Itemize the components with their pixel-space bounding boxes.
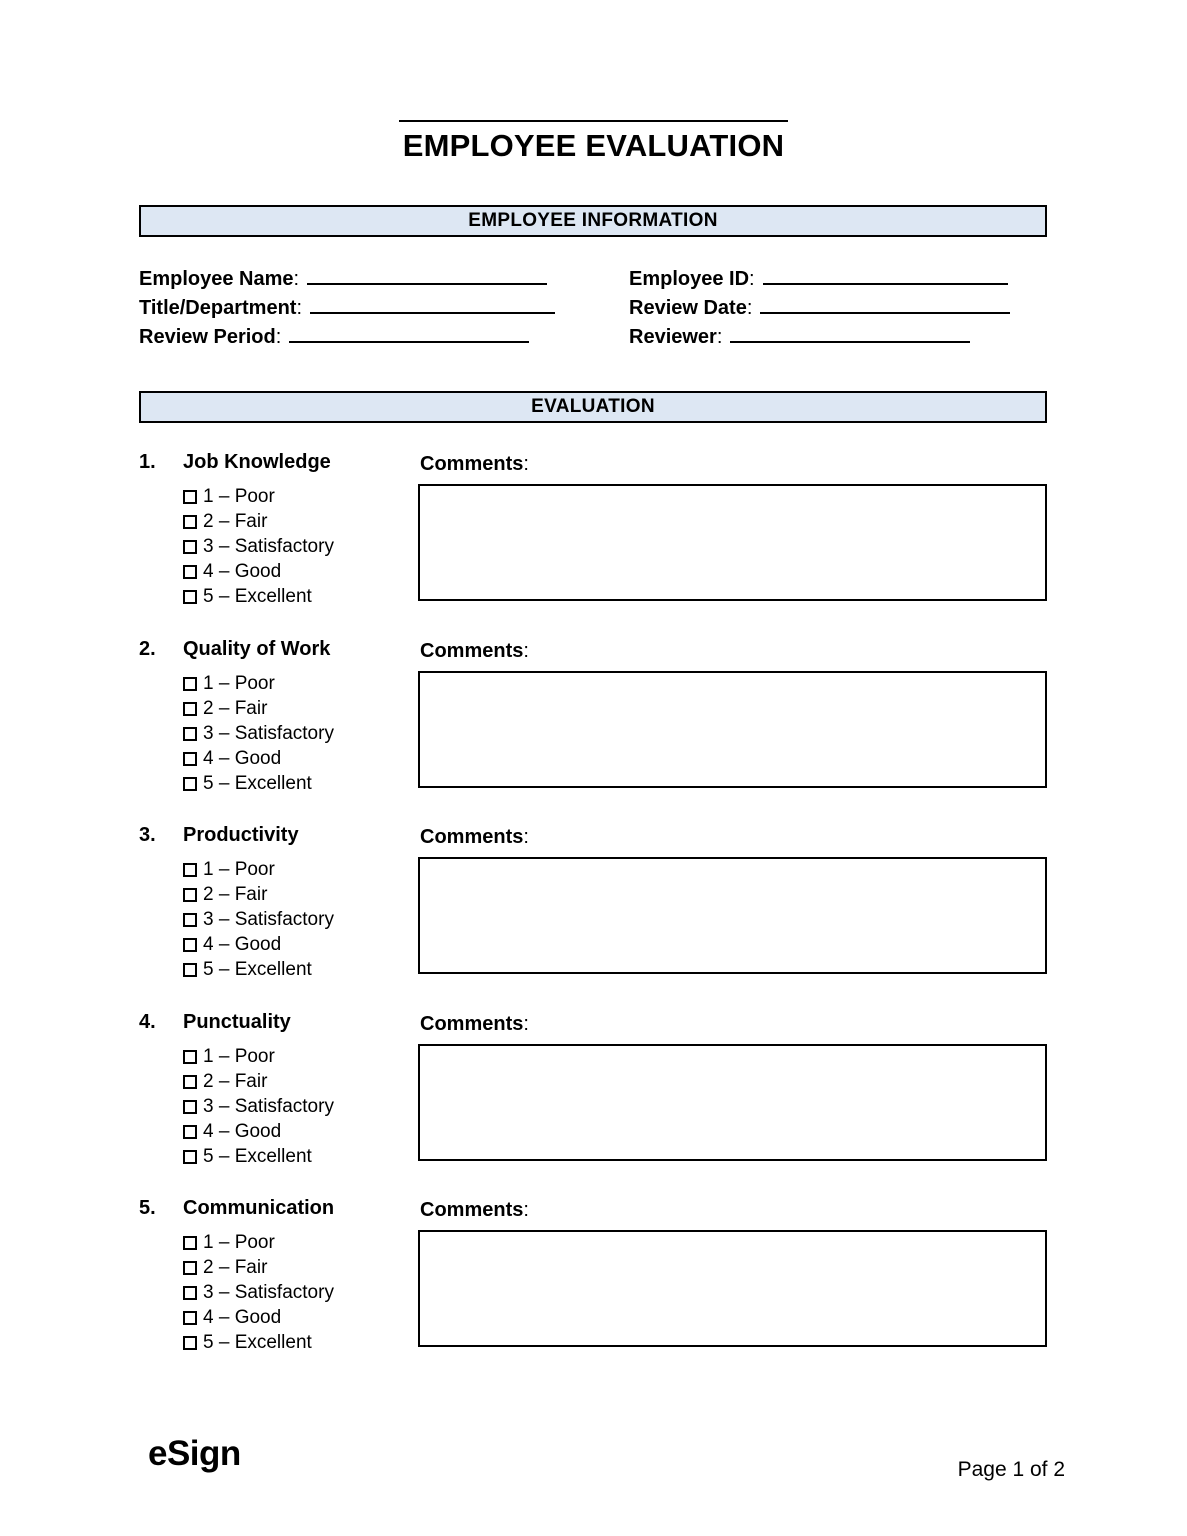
page-indicator: Page 1 of 2 [957, 1458, 1065, 1481]
esign-logo: eSign [148, 1434, 241, 1473]
rating-label: 3 – Satisfactory [203, 535, 334, 557]
comments-label-text: Comments [420, 826, 524, 848]
rating-option[interactable] [183, 932, 334, 957]
checkbox-icon[interactable] [183, 727, 197, 741]
comments-label [420, 1199, 529, 1222]
rating-option[interactable] [183, 1119, 334, 1144]
rating-choice-group [183, 671, 334, 796]
rating-label: 5 – Excellent [203, 958, 312, 980]
rating-option[interactable] [183, 584, 334, 609]
rating-label: 2 – Fair [203, 1070, 268, 1092]
rating-label: 3 – Satisfactory [203, 1095, 334, 1117]
rating-label: 4 – Good [203, 560, 282, 582]
rating-label: 5 – Excellent [203, 1145, 312, 1167]
field-title-department [139, 295, 629, 322]
rating-label: 5 – Excellent [203, 585, 312, 607]
checkbox-icon[interactable] [183, 938, 197, 952]
section-header-evaluation: EVALUATION [139, 391, 1047, 423]
item-title: Communication [183, 1197, 335, 1219]
field-label: Employee ID [629, 268, 750, 290]
rating-option[interactable] [183, 1044, 334, 1069]
rating-option[interactable] [183, 1305, 334, 1330]
field-label: Title/Department [139, 297, 297, 319]
rating-label: 3 – Satisfactory [203, 722, 334, 744]
field-label: Review Date [629, 297, 747, 319]
rating-option[interactable] [183, 1069, 334, 1094]
item-number: 5. [139, 1197, 156, 1219]
field-colon: : [275, 326, 282, 348]
item-number: 3. [139, 824, 156, 846]
checkbox-icon[interactable] [183, 565, 197, 579]
checkbox-icon[interactable] [183, 1100, 197, 1114]
title-department-input[interactable] [310, 295, 555, 314]
rating-option[interactable] [183, 559, 334, 584]
rating-label: 2 – Fair [203, 1256, 268, 1278]
rating-option[interactable] [183, 671, 334, 696]
rating-option[interactable] [183, 771, 334, 796]
checkbox-icon[interactable] [183, 752, 197, 766]
item-title: Quality of Work [183, 638, 331, 660]
comments-label-colon: : [523, 826, 529, 848]
rating-label: 1 – Poor [203, 485, 275, 507]
checkbox-icon[interactable] [183, 1286, 197, 1300]
review-period-input[interactable] [289, 324, 529, 343]
comments-label-text: Comments [420, 453, 524, 475]
comments-textarea[interactable] [418, 1230, 1047, 1347]
rating-choice-group [183, 1044, 334, 1169]
checkbox-icon[interactable] [183, 1236, 197, 1250]
item-title: Productivity [183, 824, 299, 846]
comments-label-colon: : [523, 640, 529, 662]
checkbox-icon[interactable] [183, 590, 197, 604]
checkbox-icon[interactable] [183, 777, 197, 791]
checkbox-icon[interactable] [183, 1050, 197, 1064]
comments-textarea[interactable] [418, 857, 1047, 974]
field-colon: : [746, 297, 753, 319]
checkbox-icon[interactable] [183, 888, 197, 902]
checkbox-icon[interactable] [183, 913, 197, 927]
info-row [139, 266, 1047, 293]
field-colon: : [296, 297, 303, 319]
rating-choice-group [183, 1230, 334, 1355]
rating-option[interactable] [183, 1330, 334, 1355]
comments-label [420, 1013, 529, 1036]
rating-option[interactable] [183, 857, 334, 882]
info-row [139, 295, 1047, 322]
rating-label: 5 – Excellent [203, 1331, 312, 1353]
rating-option[interactable] [183, 721, 334, 746]
item-number: 4. [139, 1011, 156, 1033]
checkbox-icon[interactable] [183, 1075, 197, 1089]
rating-option[interactable] [183, 1144, 334, 1169]
comments-label-colon: : [523, 453, 529, 475]
section-header-employee-information: EMPLOYEE INFORMATION [139, 205, 1047, 237]
field-review-date [629, 295, 1047, 322]
page-title: EMPLOYEE EVALUATION [402, 128, 785, 163]
checkbox-icon[interactable] [183, 490, 197, 504]
checkbox-icon[interactable] [183, 677, 197, 691]
comments-textarea[interactable] [418, 484, 1047, 601]
rating-option[interactable] [183, 696, 334, 721]
rating-option[interactable] [183, 1230, 334, 1255]
item-number: 2. [139, 638, 156, 660]
rating-label: 2 – Fair [203, 697, 268, 719]
item-number: 1. [139, 451, 156, 473]
page-title-rule [399, 120, 789, 163]
item-title: Punctuality [183, 1011, 291, 1033]
rating-option[interactable] [183, 534, 334, 559]
field-employee-id [629, 266, 1047, 293]
field-label: Review Period [139, 326, 276, 348]
comments-label-text: Comments [420, 1013, 524, 1035]
rating-label: 4 – Good [203, 933, 282, 955]
checkbox-icon[interactable] [183, 863, 197, 877]
page-title-wrapper [0, 120, 1187, 163]
employee-information-fields [139, 266, 1047, 353]
employee-name-input[interactable] [307, 266, 547, 285]
rating-label: 1 – Poor [203, 672, 275, 694]
rating-label: 4 – Good [203, 747, 282, 769]
review-date-input[interactable] [760, 295, 1010, 314]
checkbox-icon[interactable] [183, 1125, 197, 1139]
item-title: Job Knowledge [183, 451, 331, 473]
field-colon: : [293, 268, 300, 290]
field-review-period [139, 324, 629, 351]
comments-label [420, 826, 529, 849]
rating-label: 4 – Good [203, 1306, 282, 1328]
checkbox-icon[interactable] [183, 515, 197, 529]
comments-textarea[interactable] [418, 671, 1047, 788]
field-colon: : [716, 326, 723, 348]
rating-option[interactable] [183, 509, 334, 534]
comments-label-text: Comments [420, 640, 524, 662]
checkbox-icon[interactable] [183, 1311, 197, 1325]
checkbox-icon[interactable] [183, 1261, 197, 1275]
checkbox-icon[interactable] [183, 963, 197, 977]
checkbox-icon[interactable] [183, 540, 197, 554]
rating-label: 1 – Poor [203, 1231, 275, 1253]
comments-label-colon: : [523, 1013, 529, 1035]
rating-choice-group [183, 484, 334, 609]
rating-option[interactable] [183, 882, 334, 907]
comments-label-colon: : [523, 1199, 529, 1221]
rating-label: 1 – Poor [203, 1045, 275, 1067]
field-label: Reviewer [629, 326, 717, 348]
field-reviewer [629, 324, 1047, 351]
rating-option[interactable] [183, 907, 334, 932]
field-label: Employee Name [139, 268, 294, 290]
rating-label: 2 – Fair [203, 883, 268, 905]
reviewer-input[interactable] [730, 324, 970, 343]
rating-option[interactable] [183, 1255, 334, 1280]
field-employee-name [139, 266, 629, 293]
rating-label: 3 – Satisfactory [203, 908, 334, 930]
rating-choice-group [183, 857, 334, 982]
rating-option[interactable] [183, 746, 334, 771]
rating-label: 3 – Satisfactory [203, 1281, 334, 1303]
comments-label [420, 640, 529, 663]
rating-option[interactable] [183, 957, 334, 982]
checkbox-icon[interactable] [183, 702, 197, 716]
rating-label: 5 – Excellent [203, 772, 312, 794]
rating-option[interactable] [183, 484, 334, 509]
comments-label [420, 453, 529, 476]
rating-label: 2 – Fair [203, 510, 268, 532]
comments-label-text: Comments [420, 1199, 524, 1221]
info-row [139, 324, 1047, 351]
rating-label: 4 – Good [203, 1120, 282, 1142]
field-colon: : [749, 268, 755, 290]
checkbox-icon[interactable] [183, 1150, 197, 1164]
comments-textarea[interactable] [418, 1044, 1047, 1161]
rating-label: 1 – Poor [203, 858, 275, 880]
employee-id-input[interactable] [763, 266, 1008, 285]
rating-option[interactable] [183, 1280, 334, 1305]
rating-option[interactable] [183, 1094, 334, 1119]
checkbox-icon[interactable] [183, 1336, 197, 1350]
